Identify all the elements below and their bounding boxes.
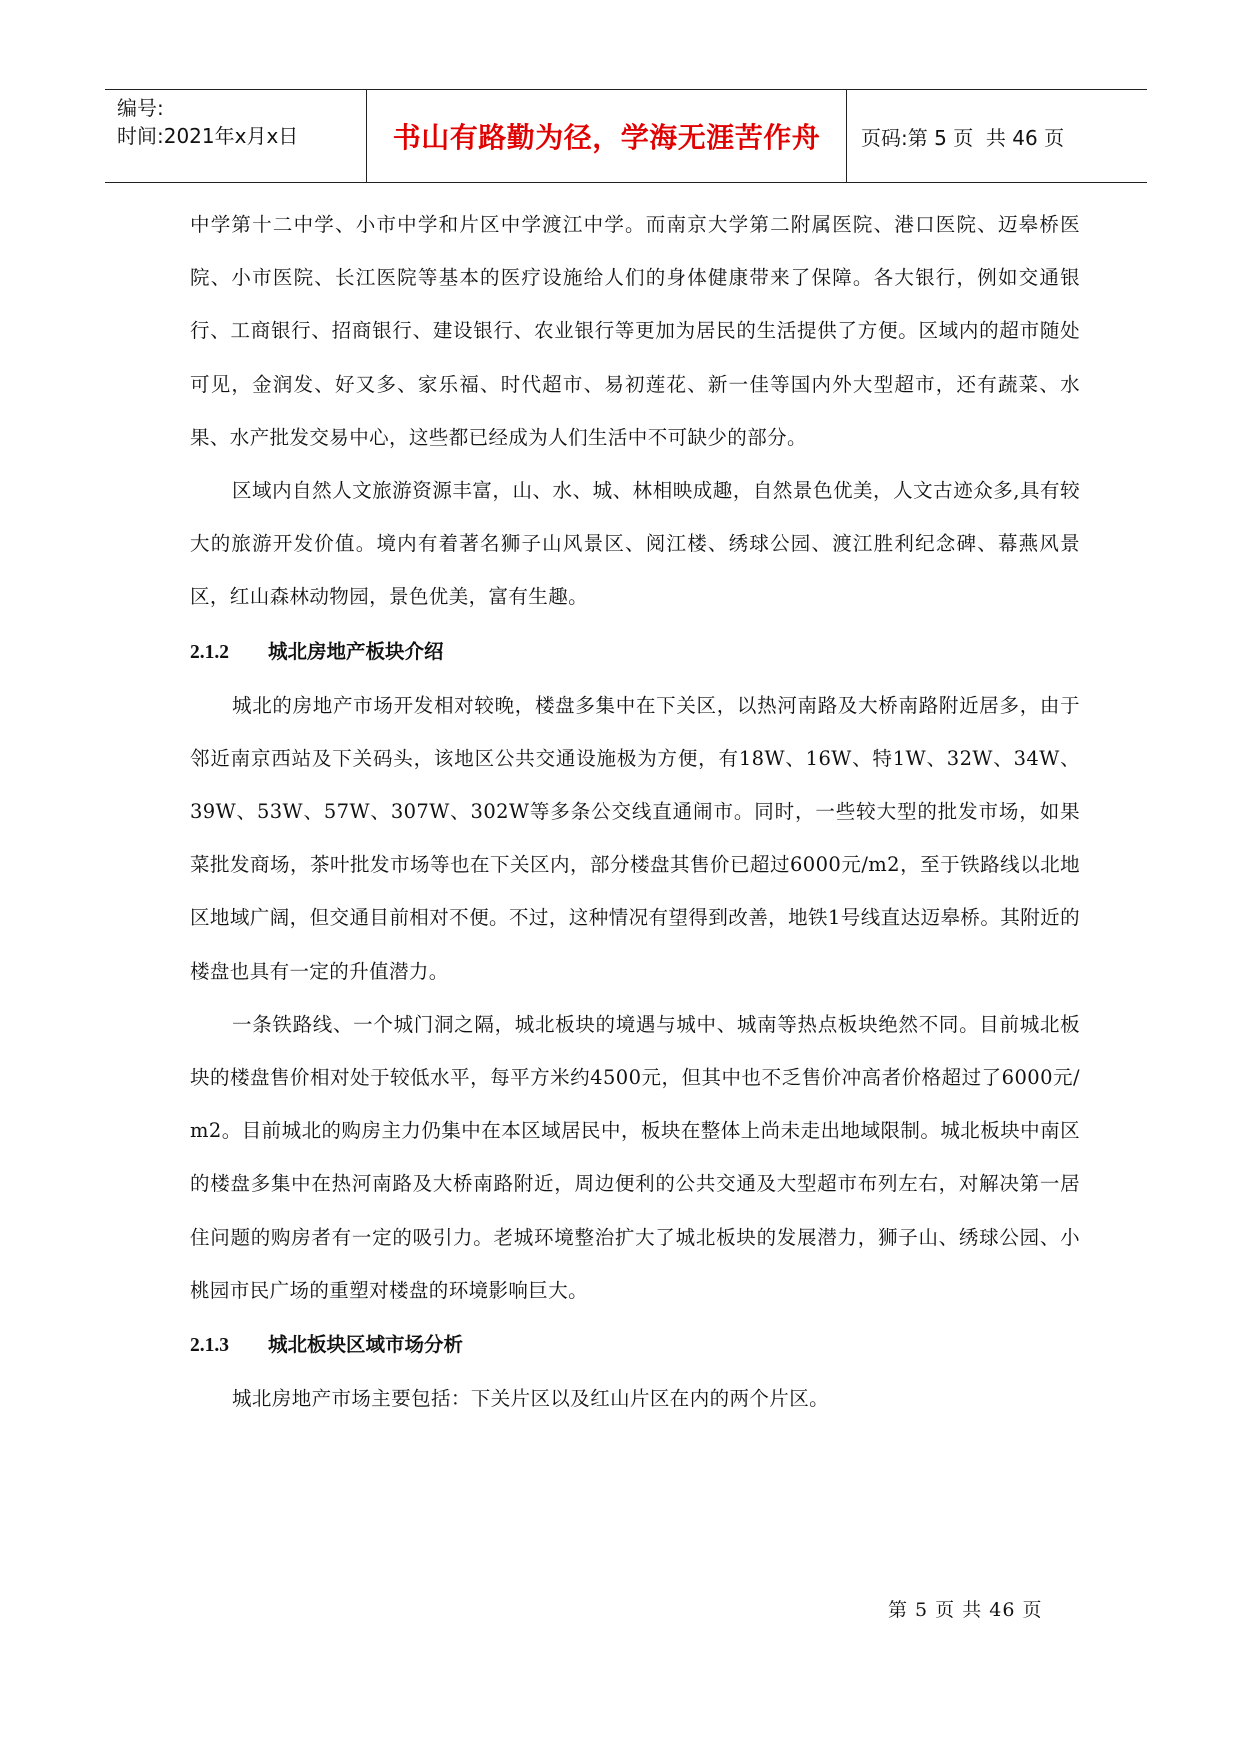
page-code-value: 第 5 页 共 46 页 — [907, 125, 1065, 150]
page-header — [105, 89, 1147, 183]
section-number: 2.1.2 — [190, 641, 229, 663]
paragraph: 城北房地产市场主要包括：下关片区以及红山片区在内的两个片区。 — [232, 1387, 830, 1411]
document-body — [190, 198, 1080, 1425]
time-label: 时间:2021年x月x日 — [117, 124, 299, 148]
section-number: 2.1.3 — [190, 1335, 229, 1357]
paragraph: 中学第十二中学、小市中学和片区中学渡江中学。而南京大学第二附属医院、港口医院、迈皋桥医院、小市医院、长江医院等基本的医疗设施给人们的身体健康带来了保障。各大银行，例如交通银行、工商银行、招商银行、建设银行、农业银行等更加为居民的生活提供了方便。区域内的超市随处可见，金润发、好又多、家乐福、时代超市、易初莲花、新一佳等国内外大型超市，还有蔬菜、水果、水产批发交易中心，这些都已经成为人们生活中不可缺少的部分。 — [190, 213, 1080, 449]
section-heading — [190, 1317, 1080, 1372]
paragraph: 一条铁路线、一个城门洞之隔，城北板块的境遇与城中、城南等热点板块绝然不同。目前城北板块的楼盘售价相对处于较低水平，每平方米约4500元，但其中也不乏售价冲高者价格超过了6000元/ m2。目前城北的购房主力仍集中在本区域居民中，板块在整体上尚未走出地域限制。城北板块中南区的楼盘多集中在热河南路及大桥南路附近，周边便利的公共交通及大型超市布列左右，对解决第一居住问题的购房者有一定的吸引力。老城环境整治扩大了城北板块的发展潜力，狮子山、绣球公园、小桃园市民广场的重塑对楼盘的环境影响巨大。 — [190, 1012, 1080, 1302]
number-label: 编号: — [117, 96, 164, 120]
header-motto: 书山有路勤为径，学海无涯苦作舟 — [367, 90, 847, 182]
section-title: 城北板块区域市场分析 — [268, 1333, 464, 1357]
header-page-code — [847, 90, 1147, 182]
section-title: 城北房地产板块介绍 — [268, 639, 444, 663]
page-code-label: 页码: — [861, 125, 908, 150]
paragraph: 城北的房地产市场开发相对较晚，楼盘多集中在下关区，以热河南路及大桥南路附近居多，由于邻近南京西站及下关码头，该地区公共交通设施极为方便，有18W、16W、特1W、32W、34W、39W、53W、57W、307W、302W等多条公交线直通闹市。同时，一些较大型的批发市场，如果菜批发商场，茶叶批发市场等也在下关区内，部分楼盘其售价已超过6000元/m2，至于铁路线以北地区地域广阔，但交通目前相对不便。不过，这种情况有望得到改善，地铁1号线直达迈皋桥。其附近的楼盘也具有一定的升值潜力。 — [190, 693, 1080, 983]
paragraph: 区域内自然人文旅游资源丰富，山、水、城、林相映成趣，自然景色优美，人文古迹众多,具有较大的旅游开发价值。境内有着著名狮子山风景区、阅江楼、绣球公园、渡江胜利纪念碑、幕燕风景区，红山森林动物园，景色优美，富有生趣。 — [190, 479, 1080, 609]
page-footer: 第 5 页 共 46 页 — [888, 1599, 1043, 1621]
section-heading — [190, 624, 1080, 679]
header-meta — [105, 90, 367, 182]
